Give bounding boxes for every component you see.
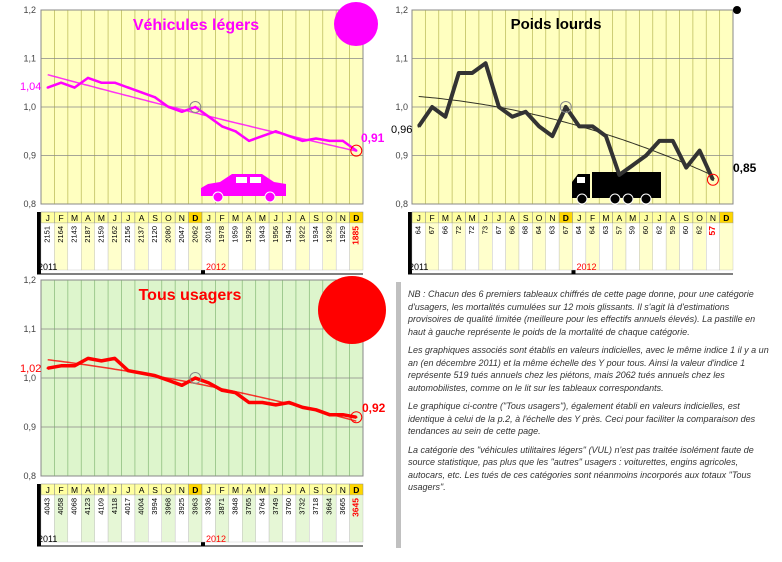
tu-month-label: N (339, 485, 346, 495)
vl-data-point (167, 106, 169, 108)
vl-count-label: 2162 (109, 226, 119, 243)
vl-chart (20, 2, 385, 274)
vl-count-label: 1959 (230, 226, 240, 243)
tu-count-label: 3765 (243, 498, 253, 515)
vl-count-label: 2187 (82, 226, 92, 243)
tu-month-label: S (313, 485, 319, 495)
pl-month-label: S (683, 213, 690, 223)
tu-data-point (167, 379, 169, 381)
pl-count-label: 67 (427, 226, 437, 235)
pl-month-label: F (429, 213, 435, 223)
vl-start-value-label: 1,04 (20, 81, 42, 93)
vl-month-label: D (192, 213, 199, 223)
vl-count-label: 2080 (163, 226, 173, 243)
pl-data-point (511, 116, 513, 118)
pl-data-point (672, 140, 674, 142)
pl-data-point (565, 106, 567, 108)
tu-count-label: 4017 (123, 498, 133, 515)
vl-ytick-label: 0,9 (23, 150, 36, 161)
truck-wheel (577, 194, 587, 204)
vl-data-point (275, 130, 277, 132)
pl-end-value-label: 0,85 (733, 161, 757, 175)
vl-count-label: 2047 (176, 226, 186, 243)
vl-ytick-label: 1,2 (23, 5, 36, 15)
vl-month-label: S (152, 213, 158, 223)
car-window (250, 177, 261, 183)
pl-data-point (524, 111, 526, 113)
tu-ytick-label: 0,9 (23, 422, 36, 432)
vl-count-label: 2143 (69, 226, 79, 243)
vl-data-point (355, 149, 357, 151)
tu-count-label: 4004 (136, 498, 146, 515)
vl-counts-table (37, 212, 363, 274)
tu-ytick-label: 0,8 (23, 471, 36, 481)
tu-data-point (315, 409, 317, 411)
vl-data-point (328, 140, 330, 142)
vl-month-label: J (287, 213, 292, 223)
note-block (408, 288, 774, 558)
vl-data-point (194, 106, 196, 108)
vl-data-point (87, 77, 89, 79)
tu-month-label: S (152, 485, 158, 495)
vl-month-label: N (339, 213, 346, 223)
tu-chart (20, 275, 386, 546)
pl-month-label: J (483, 213, 488, 223)
tu-data-point (234, 392, 236, 394)
vl-count-label: 1929 (337, 226, 347, 243)
pl-year-2011-label: 2011 (409, 262, 429, 272)
tu-count-label: 3963 (190, 498, 200, 515)
tu-month-label: F (58, 485, 64, 495)
tu-month-label: O (326, 485, 333, 495)
vl-data-point (114, 82, 116, 84)
vl-month-label: A (138, 213, 145, 223)
vl-month-label: D (353, 213, 360, 223)
tu-year-2011-label: 2011 (38, 534, 58, 544)
tu-month-label: J (112, 485, 117, 495)
tu-count-label: 3994 (150, 498, 160, 515)
tu-data-point (181, 384, 183, 386)
pl-month-label: J (643, 213, 649, 223)
vl-count-label: 1956 (270, 226, 280, 243)
vl-month-label: M (97, 213, 105, 223)
pl-data-point (471, 72, 473, 74)
car-window (236, 177, 247, 183)
tu-month-label: J (206, 485, 211, 495)
pl-data-point (685, 166, 687, 168)
pl-data-point (444, 116, 446, 118)
tu-count-label: 4058 (56, 498, 66, 515)
pl-data-point (538, 125, 540, 127)
vl-ytick-label: 1,0 (23, 102, 36, 112)
tu-month-label: J (126, 485, 131, 495)
vl-month-label: F (219, 213, 225, 223)
vl-data-point (100, 82, 102, 84)
pl-count-label: 57 (707, 226, 718, 236)
pl-count-label: 60 (681, 226, 691, 235)
tu-title: Tous usagers (138, 287, 242, 304)
vl-month-label: J (126, 213, 131, 223)
pl-data-point (551, 135, 553, 137)
tu-data-point (288, 401, 290, 403)
tu-data-point (208, 382, 210, 384)
pl-counts-table (408, 212, 733, 274)
pl-month-label: A (669, 213, 676, 223)
vl-month-label: J (112, 213, 117, 223)
pl-count-label: 64 (413, 226, 423, 235)
vl-data-point (127, 86, 129, 88)
tu-data-point (47, 367, 49, 369)
vl-count-label: 2151 (42, 226, 52, 243)
tu-count-label: 3848 (230, 498, 240, 515)
tu-count-label: 3718 (311, 498, 321, 515)
pl-month-label: N (709, 213, 717, 223)
truck-wheel (610, 194, 620, 204)
pl-count-label: 66 (507, 226, 517, 235)
tu-month-label: M (70, 485, 79, 495)
vl-month-label: S (313, 213, 319, 223)
pl-count-label: 57 (614, 226, 624, 235)
vl-data-point (301, 140, 303, 142)
vl-data-point (208, 116, 210, 118)
tu-month-label: D (192, 485, 199, 495)
pl-data-point (618, 174, 620, 176)
tu-month-label: A (246, 485, 252, 495)
pl-month-label: J (577, 213, 582, 223)
vl-count-label: 1929 (324, 226, 334, 243)
tu-data-point (261, 401, 263, 403)
vl-month-label: M (258, 213, 266, 223)
vl-count-label: 2156 (123, 226, 133, 243)
pl-count-label: 62 (654, 226, 664, 235)
tu-data-point (301, 406, 303, 408)
tu-data-point (194, 377, 196, 379)
pl-count-label: 63 (600, 226, 610, 235)
vl-data-point (261, 135, 263, 137)
pl-ytick-label: 1,2 (395, 5, 408, 15)
vl-year-2011-label: 2011 (38, 262, 58, 272)
pl-data-point (631, 164, 633, 166)
tu-count-label: 4043 (42, 498, 52, 515)
pl-count-label: 68 (520, 226, 530, 235)
tu-count-label: 4109 (96, 498, 106, 515)
pl-title: Poids lourds (510, 16, 602, 33)
pl-data-point (645, 154, 647, 156)
tu-month-label: N (178, 485, 185, 495)
pl-month-label: S (522, 213, 529, 223)
tu-count-label: 4118 (109, 498, 119, 515)
tu-data-point (87, 357, 89, 359)
pl-month-label: M (629, 213, 637, 223)
tu-month-label: J (287, 485, 292, 495)
vl-month-label: J (206, 213, 211, 223)
tu-count-label: 3968 (163, 498, 173, 515)
vl-data-point (140, 91, 142, 93)
note-paragraph-3: Le graphique ci-contre ("Tous usagers"), également établi en valeurs indicielles, est identique à celui de la p.2, à l'échelle des Y près. Ceci pour faciliter la comparaison des tendances au sein de cette page. (408, 401, 756, 436)
pl-month-label: D (723, 213, 730, 223)
tu-month-label: M (258, 485, 266, 495)
vl-month-label: O (326, 213, 333, 223)
pl-month-label: A (616, 213, 623, 223)
note-bar (396, 282, 401, 548)
pl-ytick-label: 1,0 (395, 102, 408, 112)
pl-count-label: 62 (694, 226, 704, 235)
vl-count-label: 2164 (56, 226, 66, 243)
tu-data-point (342, 414, 344, 416)
tu-month-label: F (219, 485, 225, 495)
pl-month-label: A (509, 213, 516, 223)
tu-start-value-label: 1,02 (20, 363, 42, 375)
tu-month-label: A (85, 485, 91, 495)
tu-month-label: A (299, 485, 306, 495)
car-wheel (265, 192, 275, 202)
pl-start-value-label: 0,96 (391, 124, 413, 136)
vl-data-point (288, 135, 290, 137)
tu-weight-disc (318, 276, 386, 344)
tu-data-point (73, 365, 75, 367)
tu-count-label: 4123 (82, 498, 92, 515)
vl-month-label: M (231, 213, 240, 223)
vl-end-value-label: 0,91 (361, 131, 385, 145)
pl-count-cell (720, 223, 733, 270)
vl-ytick-label: 0,8 (23, 199, 36, 209)
tu-month-label: J (45, 485, 50, 495)
vl-data-point (73, 86, 75, 88)
tu-month-label: M (231, 485, 240, 495)
tu-data-point (140, 372, 142, 374)
tu-count-label: 3760 (284, 498, 294, 515)
pl-count-label: 72 (453, 226, 463, 235)
pl-data-point (591, 125, 593, 127)
vl-data-point (234, 130, 236, 132)
vl-count-label: 1943 (257, 226, 267, 243)
vl-month-label: A (299, 213, 306, 223)
vl-title: Véhicules légers (132, 17, 260, 34)
pl-month-label: D (562, 213, 569, 223)
tu-count-label: 3936 (203, 498, 213, 515)
vl-month-label: N (178, 213, 185, 223)
vl-month-label: A (85, 213, 91, 223)
vl-count-label: 2018 (203, 226, 213, 243)
car-wheel (213, 192, 223, 202)
tu-year-2012-label: 2012 (206, 534, 227, 544)
tu-data-point (114, 357, 116, 359)
vl-count-label: 2062 (190, 226, 200, 243)
tu-data-point (100, 360, 102, 362)
vl-month-label: J (45, 213, 50, 223)
truck-wheel (623, 194, 633, 204)
tu-ytick-label: 1,0 (23, 373, 36, 383)
tu-data-point (328, 414, 330, 416)
pl-month-label: J (657, 213, 662, 223)
pl-count-label: 64 (534, 226, 544, 235)
pl-ytick-label: 1,1 (395, 53, 408, 64)
vl-month-label: J (273, 213, 278, 223)
pl-month-label: O (696, 213, 703, 223)
pl-ytick-label: 0,9 (395, 150, 408, 161)
tu-month-label: M (97, 485, 105, 495)
pl-month-label: M (468, 213, 476, 223)
vl-data-point (154, 96, 156, 98)
vl-count-label: 1942 (284, 226, 294, 243)
vl-month-label: F (58, 213, 64, 223)
truck-window (577, 177, 585, 183)
pl-data-point (605, 135, 607, 137)
pl-data-point (417, 125, 419, 127)
vl-data-point (221, 125, 223, 127)
pl-data-point (484, 62, 486, 64)
note-paragraph-2: Les graphiques associés sont établis en valeurs indicielles, avec le même indice 1 il y a un an (en décembre 2011) et la même échelle des Y pour tous. Ainsi la valeur d'indice 1 représente 519 tués annuels chez les piétons, mais 2062 tués annuels chez les automobilistes, comme on le lit sur les tableaux correspondants. (408, 345, 769, 393)
pl-month-label: F (589, 213, 596, 223)
pl-count-label: 60 (641, 226, 651, 235)
tu-count-label: 3645 (350, 498, 361, 517)
vl-month-label: A (246, 213, 252, 223)
vl-data-point (181, 111, 183, 113)
pl-data-point (658, 140, 660, 142)
tu-count-label: 3871 (217, 498, 227, 515)
pl-count-label: 72 (467, 226, 477, 235)
tu-count-label: 3764 (257, 498, 267, 515)
pl-data-point (498, 106, 500, 108)
vl-count-label: 1885 (350, 226, 361, 245)
tu-count-label: 3925 (176, 498, 186, 515)
vl-month-label: O (165, 213, 172, 223)
pl-count-label: 59 (627, 226, 637, 235)
vl-data-point (248, 140, 250, 142)
tu-count-label: 3749 (270, 498, 280, 515)
vl-count-label: 1978 (217, 226, 227, 243)
pl-count-label: 73 (480, 226, 490, 235)
vl-data-point (47, 86, 49, 88)
vl-count-label: 1934 (311, 226, 321, 243)
vl-year-2012-label: 2012 (206, 262, 227, 272)
pl-data-point (458, 72, 460, 74)
note-paragraph-4: La catégorie des "véhicules utilitaires légers" (VUL) n'est pas traitée isolément faute de source statistique, pas plus que les "autres" usagers : voiturettes, engins agricoles, autocars, etc. Les tués de ces catégories sont néanmoins incorporés aux totaux "Tous usagers". (408, 444, 754, 492)
pl-data-point (712, 179, 714, 181)
vl-ytick-label: 1,1 (23, 53, 36, 64)
pl-month-label: M (441, 213, 449, 223)
vl-count-label: 1922 (297, 226, 307, 243)
truck-icon (572, 172, 661, 204)
pl-month-label: O (535, 213, 543, 223)
pl-count-label: 64 (587, 226, 597, 235)
tu-data-point (127, 369, 129, 371)
pl-count-label: 59 (667, 226, 677, 235)
pl-month-label: J (416, 213, 421, 223)
tu-end-value-label: 0,92 (362, 401, 386, 415)
tu-month-label: A (138, 485, 145, 495)
pl-count-label: 63 (547, 226, 557, 235)
tu-data-point (60, 365, 62, 367)
pl-count-label: 66 (440, 226, 450, 235)
tu-count-label: 4068 (69, 498, 79, 515)
note-paragraph-1: NB : Chacun des 6 premiers tableaux chiffrés de cette page donne, pour une catégorie d'usagers, les mortalités cumulées sur 12 mois glissants. Il s'agit là d'estimations provisoires de qualité limitée (meilleure pour les effectifs annuels élevés). La pastille en haut à gauche représente le poids de la mortalité de chaque catégorie. (408, 289, 756, 337)
pl-chart (391, 5, 757, 274)
pl-month-label: A (455, 213, 462, 223)
pl-data-point (698, 149, 700, 151)
tu-data-point (355, 416, 357, 418)
vl-count-label: 1926 (243, 225, 253, 243)
vl-count-label: 2120 (150, 226, 160, 243)
pl-month-label: M (602, 213, 610, 223)
vl-count-label: 2137 (136, 226, 146, 243)
vl-data-point (315, 137, 317, 139)
vl-data-point (342, 140, 344, 142)
tu-data-point (248, 401, 250, 403)
pl-data-point (431, 106, 433, 108)
tu-month-label: O (165, 485, 172, 495)
pl-year-2012-label: 2012 (576, 262, 597, 272)
tu-data-point (154, 374, 156, 376)
pl-ytick-label: 0,8 (395, 199, 408, 209)
tu-month-label: D (353, 485, 360, 495)
tu-count-label: 3664 (324, 498, 334, 515)
tu-count-label: 3665 (337, 498, 347, 515)
vl-weight-disc (334, 2, 378, 46)
pl-count-label: 67 (560, 226, 570, 235)
vl-month-label: M (70, 213, 79, 223)
tu-counts-table (37, 484, 363, 546)
tu-month-label: J (273, 485, 278, 495)
vl-count-label: 2159 (96, 226, 106, 243)
pl-count-label: 64 (574, 226, 584, 235)
tu-count-label: 3732 (297, 498, 307, 515)
pl-data-point (578, 125, 580, 127)
tu-ytick-label: 1,1 (23, 324, 36, 334)
tu-data-point (221, 389, 223, 391)
pl-count-label: 67 (493, 226, 503, 235)
tu-data-point (275, 404, 277, 406)
truck-wheel (641, 194, 651, 204)
pl-weight-disc (733, 6, 741, 14)
pl-month-label: J (496, 213, 502, 223)
tu-ytick-label: 1,2 (23, 275, 36, 285)
pl-month-label: N (549, 213, 556, 223)
vl-data-point (60, 82, 62, 84)
